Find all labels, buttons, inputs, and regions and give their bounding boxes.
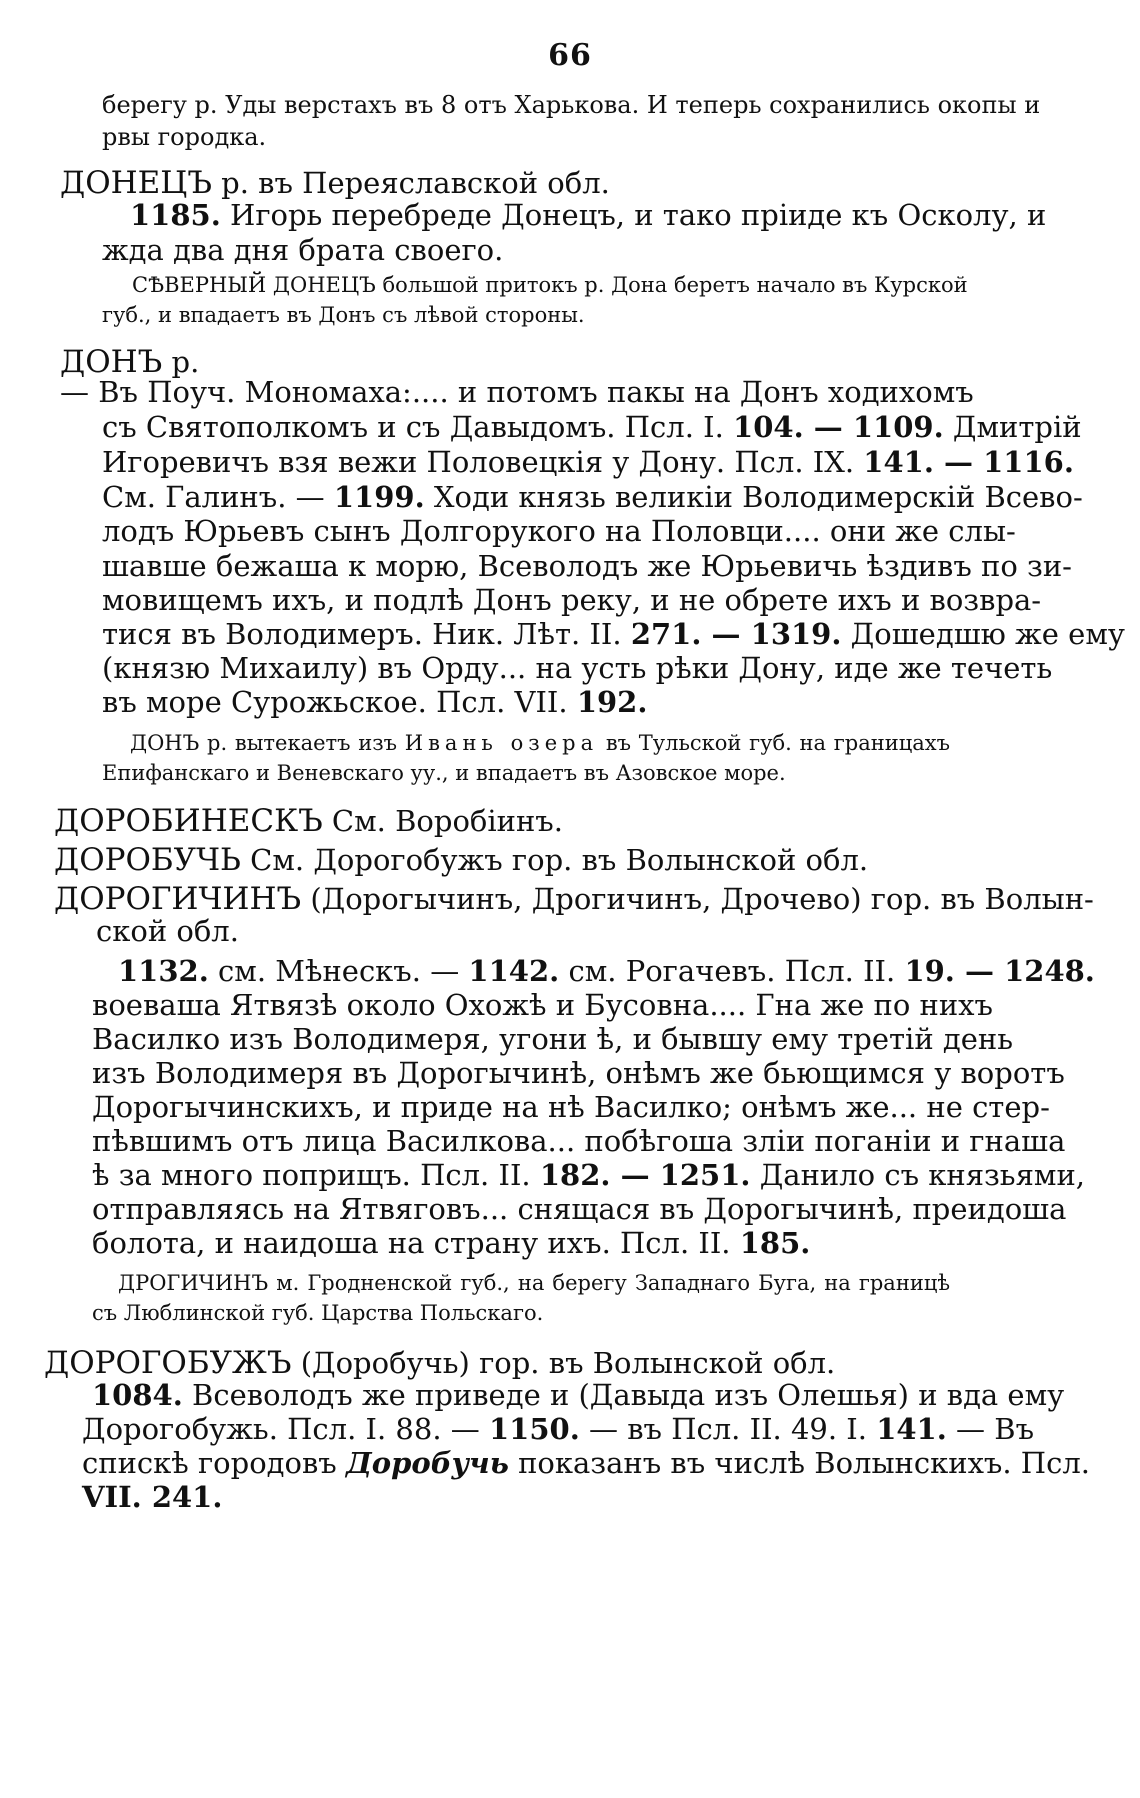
text-line: VII. 241. [82,1480,223,1514]
entry-heading-dorobinesk: ДОРОБИНЕСКЪ См. Воробіинъ. [54,803,563,839]
text-line: Дорогобужь. Псл. I. 88. — 1150. — въ Псл. II. 49. I. 141. — Въ [82,1412,1035,1446]
page-number: 66 [548,38,592,73]
text-line: См. Галинъ. — 1199. Ходи князь великіи Володимерскій Всево- [102,480,1083,514]
entry-heading-don: ДОНЪ р. [60,344,200,380]
entry-heading-donets: ДОНЕЦЪ р. въ Переяславской обл. [60,165,610,201]
text-line: отправляясь на Ятвяговъ... снящася въ Дорогычинѣ, преидоша [92,1192,1067,1226]
text-line: рвы городка. [102,123,267,151]
text-line: ѣ за много поприщъ. Псл. II. 182. — 1251. Данило съ князьями, [92,1158,1085,1192]
note-line: Епифанскаго и Веневскаго уу., и впадаетъ въ Азовское море. [102,761,786,785]
text-line: шавше бежаша к морю, Всеволодъ же Юрьевичь ѣздивъ по зи- [102,549,1072,583]
text-line: — Въ Поуч. Мономаха:.... и потомъ пакы на Донъ ходихомъ [60,375,974,409]
text-line: ской обл. [96,914,239,948]
text-line: Игоревичъ взя вежи Половецкія у Дону. Псл. IX. 141. — 1116. [102,445,1074,479]
entry-heading-dorogobuzh: ДОРОГОБУЖЪ (Доробучь) гор. въ Волынской обл. [44,1345,836,1381]
note-line: ДРОГИЧИНЪ м. Гродненской губ., на берегу Западнаго Буга, на границѣ [118,1271,950,1295]
text-line: съ Святополкомъ и съ Давыдомъ. Псл. I. 104. — 1109. Дмитрій [102,410,1082,444]
text-line: мовищемъ ихъ, и подлѣ Донъ реку, и не обрете ихъ и возвра- [102,583,1042,617]
text-line: воеваша Ятвязѣ около Охожѣ и Бусовна.... Гна же по нихъ [92,988,993,1022]
text-line: болота, и наидоша на страну ихъ. Псл. II. 185. [92,1226,811,1260]
text-line: 1132. см. Мѣнескъ. — 1142. см. Рогачевъ. Псл. II. 19. — 1248. [118,954,1095,988]
text-line: изъ Володимеря въ Дорогычинѣ, онѣмъ же бьющимся у воротъ [92,1056,1065,1090]
note-line: ДОНЪ р. вытекаетъ изъ Ивань озера въ Тульской губ. на границахъ [130,731,950,755]
text-line: берегу р. Уды верстахъ въ 8 отъ Харькова. И теперь сохранились окопы и [102,91,1041,119]
text-line: лодъ Юрьевъ сынъ Долгорукого на Половци.... они же слы- [102,514,1016,548]
entry-heading-dorogichin: ДОРОГИЧИНЪ (Дорогычинъ, Дрогичинъ, Дрочево) гор. въ Волын- [54,881,1094,917]
text-line: 1084. Всеволодъ же приведе и (Давыда изъ Олешья) и вда ему [92,1378,1065,1412]
note-line: губ., и впадаетъ въ Донъ съ лѣвой стороны. [102,303,585,327]
text-line: 1185. Игорь перебреде Донецъ, и тако пріиде къ Осколу, и [130,198,1047,232]
text-line: спискѣ городовъ Доробучь показанъ въ числѣ Волынскихъ. Псл. [82,1446,1090,1480]
text-line: Василко изъ Володимеря, угони ѣ, и бывшу ему третій день [92,1022,1014,1056]
note-line: съ Люблинской губ. Царства Польскаго. [92,1301,544,1325]
text-line: (князю Михаилу) въ Орду... на усть рѣки Дону, иде же течеть [102,651,1053,685]
text-line: пѣвшимъ отъ лица Василкова... побѣгоша зліи поганіи и гнаша [92,1124,1066,1158]
text-line: тися въ Володимеръ. Ник. Лѣт. II. 271. — 1319. Дошедшю же ему [102,617,1125,651]
text-line: въ море Сурожьское. Псл. VII. 192. [102,685,648,719]
text-line: Дорогычинскихъ, и приде на нѣ Василко; онѣмъ же... не стер- [92,1090,1050,1124]
entry-heading-dorobuch: ДОРОБУЧЬ См. Дорогобужъ гор. въ Волынской обл. [54,842,869,878]
note-line: СѢВЕРНЫЙ ДОНЕЦЪ большой притокъ р. Дона беретъ начало въ Курской [132,273,968,297]
text-line: жда два дня брата своего. [102,233,504,267]
